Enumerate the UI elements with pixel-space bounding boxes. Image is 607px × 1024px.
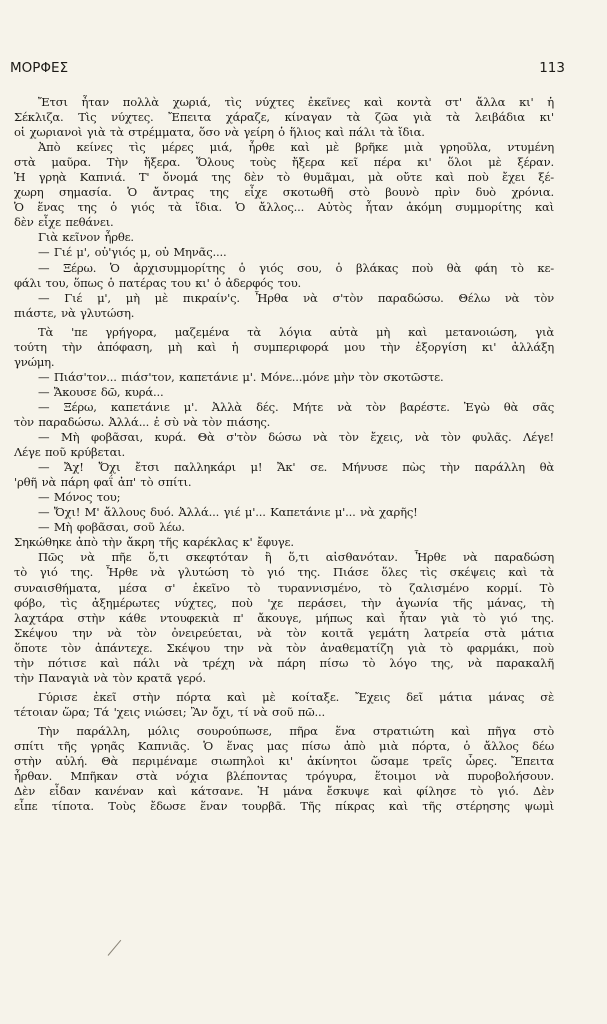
text-line: τὴν πότισε καὶ πάλι νὰ τρέχη νὰ πάρη πίσω τὸ λόγο της, νὰ παρακαλῆ [14, 655, 554, 670]
text-line: — Ξέρω. Ὁ ἀρχισυμμορίτης ὁ γιός σου, ὁ βλάκας ποὺ θὰ φάη τὸ κε- [38, 260, 554, 275]
text-line: τούτη τὴν ἀπόφαση, μὴ καὶ ἡ συμπεριφορά μου τὴν ἐξοργίση κι' ἀλλάξη [14, 339, 554, 354]
text-line: ὅποτε τὸν ἀπάντεχε. Σκέψου την νὰ τὸν ἀναθεματίζη γιὰ τὸ φαρμάκι, ποὺ [14, 640, 554, 655]
text-line: εἶπε τίποτα. Τοὺς ἔδωσε ἕναν τουρβᾶ. Τῆς πίκρας καὶ τῆς στέρησης ψωμὶ [14, 799, 554, 814]
text-line: φόβο, τὶς ἀξημέρωτες νύχτες, ποὺ 'χε περάσει, τὴν ἀγωνία τῆς μάνας, τὴ [14, 595, 554, 610]
text-line: τὸ γιό της. Ἦρθε νὰ γλυτώση τὸ γιό της. Πιάσε ὅλες τὶς σκέψεις καὶ τὰ [14, 565, 554, 580]
text-line: Τὰ 'πε γρήγορα, μαζεμένα τὰ λόγια αὐτὰ μὴ καὶ μετανοιώση, γιὰ [38, 324, 554, 339]
text-line: Λέγε ποῦ κρύβεται. [14, 445, 126, 460]
text-line: Γιὰ κεῖνον ἦρθε. [38, 230, 134, 245]
text-line: — Ξέρω, καπετάνιε μ'. Ἀλλὰ δές. Μήτε νὰ τὸν βαρέστε. Ἐγὼ θὰ σᾶς [38, 399, 554, 414]
text-line: δὲν εἶχε πεθάνει. [14, 215, 114, 230]
text-line: γνώμη. [14, 354, 55, 369]
text-line: τὴν Παναγιὰ νὰ τὸν κρατᾶ γερό. [14, 670, 206, 685]
text-line: Σέκλιζα. Τὶς νύχτες. Ἔπειτα χάραζε, κίναγαν τὰ ζῶα γιὰ τὰ λειβάδια κι' [14, 110, 554, 125]
text-line: Δὲν εἶδαν κανέναν καὶ κάτσανε. Ἡ μάνα ἔσκυψε καὶ φίλησε τὸ γιό. Δὲν [14, 784, 554, 799]
text-line: — Γιέ μ', μὴ μὲ πικραίν'ς. Ἦρθα νὰ σ'τὸν παραδώσω. Θέλω νὰ τὸν [38, 290, 554, 305]
pencil-mark [108, 940, 122, 956]
text-line: φάλι του, ὅπως ὁ πατέρας του κι' ὁ ἀδερφός του. [14, 275, 302, 290]
text-line: στὰ μαῦρα. Τὴν ἤξερα. Ὅλους τοὺς ἤξερα κεῖ πέρα κι' ὅλοι μὲ ξέραν. [14, 155, 554, 170]
running-title: ΜΟΡΦΕΣ [10, 60, 69, 76]
page-header [10, 60, 565, 76]
text-line: — Μόνος του; [38, 490, 121, 505]
text-line: λαχτάρα στὴν κάθε ντουφεκιὰ π' ἄκουγε, μήπως καὶ ἦταν γιὰ τὸ γιό της. [14, 610, 554, 625]
text-line: — Πιάσ'τον... πιάσ'τον, καπετάνιε μ'. Μόνε...μόνε μὴν τὸν σκοτῶστε. [38, 369, 444, 384]
text-line: — Μὴ φοβᾶσαι, σοῦ λέω. [38, 520, 185, 535]
text-line: — Μὴ φοβᾶσαι, κυρά. Θὰ σ'τὸν δώσω νὰ τὸν ἔχεις, νὰ τὸν φυλᾶς. Λέγε! [38, 430, 554, 445]
text-line: τέτοιαν ὥρα; Τά 'χεις νιώσει; Ἂν ὄχι, τί νὰ σοῦ πῶ... [14, 704, 325, 719]
text-line: Σηκώθηκε ἀπὸ τὴν ἄκρη τῆς καρέκλας κ' ἔφυγε. [14, 535, 294, 550]
text-line: Πῶς νὰ πῆε ὅ,τι σκεφτόταν ἢ ὅ,τι αἰσθανόταν. Ἦρθε νὰ παραδώση [38, 550, 554, 565]
text-line: Ἔτσι ἦταν πολλὰ χωριά, τὶς νύχτες ἐκεῖνες καὶ κοντὰ στ' ἄλλα κι' ἡ [38, 95, 554, 109]
page-number: 113 [539, 60, 565, 76]
text-line: Ἡ γρηὰ Καπνιά. Τ' ὄνομά της δὲν τὸ θυμᾶμαι, μὰ οὔτε καὶ ποὺ ἔχει ξέ- [14, 170, 554, 185]
text-line: Ἀπὸ κείνες τὶς μέρες μιά, ἦρθε καὶ μὲ βρῆκε μιὰ γρηοῦλα, ντυμένη [38, 140, 554, 155]
text-line: 'ρθῆ νὰ πάρη φαΐ ἀπ' τὸ σπίτι. [14, 475, 192, 490]
text-line: Γύρισε ἐκεῖ στὴν πόρτα καὶ μὲ κοίταξε. Ἔχεις δεῖ μάτια μάνας σὲ [38, 689, 554, 704]
text-line: — Γιέ μ', οὐ'γιός μ, οὐ Μηνᾶς.... [38, 245, 227, 260]
text-line: χωρη σημασία. Ὁ ἄντρας της εἶχε σκοτωθῆ στὸ βουνὸ πρὶν δυὸ χρόνια. [14, 185, 554, 200]
text-line: — Ἄχ! Ὄχι ἔτσι παλληκάρι μ! Ἄκ' σε. Μήνυσε πὼς τὴν παράλλη θὰ [38, 460, 554, 475]
text-line: συναισθήματα, μέσα σ' ἐκεῖνο τὸ τυραννισμένο, τὸ ζαλισμένο κορμί. Τὸ [14, 580, 554, 595]
text-line: — Ὄχι! Μ' ἄλλους δυό. Ἀλλά... γιέ μ'... Καπετάνιε μ'... νὰ χαρῆς! [38, 505, 418, 520]
text-line: τὸν παραδώσω. Ἀλλά... ἐ σὺ νὰ τὸν πιάσης. [14, 414, 271, 429]
text-line: στὴν αὐλή. Θὰ περιμέναμε σιωπηλοὶ κι' ἀκίνητοι ὥσαμε τρεῖς ὧρες. Ἔπειτα [14, 754, 554, 769]
text-line: — Ἄκουσε δῶ, κυρά... [38, 384, 164, 399]
text-line: σπίτι τῆς γρηᾶς Καπνιᾶς. Ὁ ἕνας μας πίσω ἀπὸ μιὰ πόρτα, ὁ ἄλλος δέω [14, 738, 554, 753]
text-line: Ὁ ἕνας της ὁ γιός τὰ ἴδια. Ὁ ἄλλος... Αὐτὸς ἦταν ἀκόμη συμμορίτης καὶ [14, 200, 554, 215]
text-line: Σκέψου την νὰ τὸν ὀνειρεύεται, νὰ τὸν κοιτᾶ γεμάτη λατρεία στὰ μάτια [14, 625, 554, 640]
text-line: πιάστε, νὰ γλυτώση. [14, 305, 135, 320]
text-line: ἦρθαν. Μπῆκαν στὰ νόχια βλέποντας τρόγυρα, ἕτοιμοι νὰ πυροβολήσουν. [14, 769, 554, 784]
text-line: οἱ χωριανοὶ γιὰ τὰ στρέμματα, ὅσο νὰ γείρη ὁ ἥλιος καὶ πάλι τὰ ἴδια. [14, 125, 425, 140]
text-line: Τὴν παράλλη, μόλις σουρούπωσε, πῆρα ἕνα στρατιώτη καὶ πῆγα στὸ [38, 723, 554, 738]
body-text [14, 95, 554, 814]
